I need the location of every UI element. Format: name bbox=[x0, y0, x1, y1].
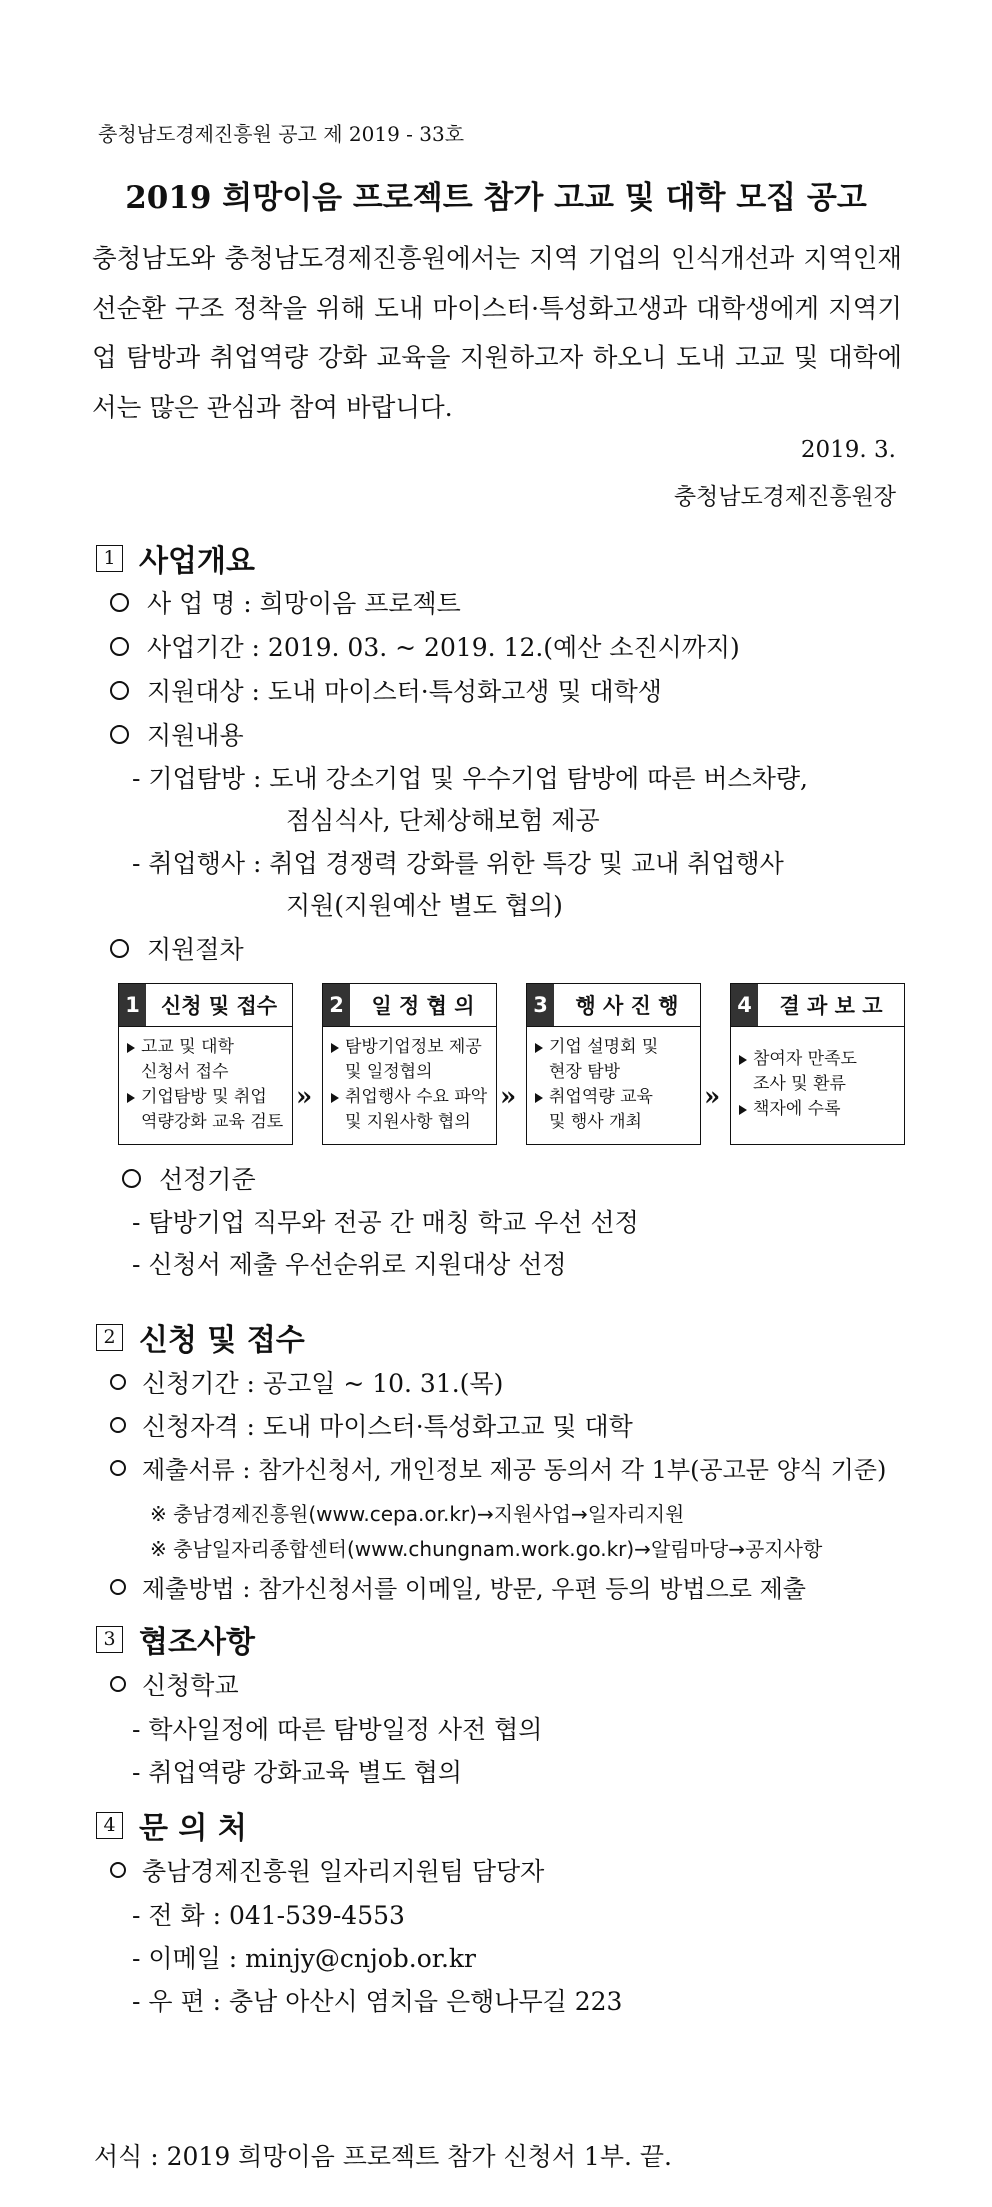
step-title: 일 정 협 의 bbox=[371, 994, 475, 1018]
triangle-bullet-icon bbox=[127, 1043, 135, 1053]
intro-paragraph: 충청남도와 충청남도경제진흥원에서는 지역 기업의 인식개선과 지역인재 선순환 구조 정착을 위해 도내 마이스터·특성화고생과 대학생에게 지역기업 탐방과 취업역량 강화 교육을 지원하고자 하오니 도내 고교 및 대학에서는 많은 관심과 참여 바랍니다. bbox=[92, 244, 902, 423]
section-number: 1 bbox=[96, 545, 123, 572]
criteria-line: - 신청서 제출 우선순위로 지원대상 선정 bbox=[132, 1250, 567, 1279]
step-title: 신청 및 접수 bbox=[160, 994, 278, 1018]
circle-bullet-icon bbox=[110, 593, 129, 612]
triangle-bullet-icon bbox=[331, 1093, 339, 1103]
cooperation-line: - 취업역량 강화교육 별도 협의 bbox=[132, 1758, 463, 1787]
circle-bullet-icon bbox=[110, 637, 129, 656]
triangle-bullet-icon bbox=[739, 1055, 747, 1065]
contact-email: - 이메일 : minjy@cnjob.or.kr bbox=[132, 1944, 476, 1973]
triangle-bullet-icon bbox=[331, 1043, 339, 1053]
section-1-heading bbox=[96, 536, 255, 580]
circle-bullet-icon bbox=[110, 1579, 126, 1595]
list-item: 제출방법 : 참가신청서를 이메일, 방문, 우편 등의 방법으로 제출 bbox=[110, 1569, 806, 1604]
support-line: 점심식사, 단체상해보험 제공 bbox=[286, 806, 600, 835]
list-item: 신청자격 : 도내 마이스터·특성화고교 및 대학 bbox=[110, 1407, 633, 1443]
section-2-heading bbox=[96, 1315, 305, 1359]
step-line: 책자에 수록 bbox=[739, 1097, 898, 1122]
notice-number: 충청남도경제진흥원 공고 제 2019 - 33호 bbox=[98, 122, 465, 146]
step-line: 기업탐방 및 취업 bbox=[127, 1085, 286, 1110]
section-number: 3 bbox=[96, 1626, 123, 1653]
step-title: 결 과 보 고 bbox=[779, 994, 883, 1018]
triangle-bullet-icon bbox=[535, 1043, 543, 1053]
process-step-2: 2 일 정 협 의 탐방기업정보 제공 및 일정협의 취업행사 수요 파악 및 지원사항 협의 bbox=[322, 983, 497, 1145]
process-step-3: 3 행 사 진 행 기업 설명회 및 현장 탐방 취업역량 교육 및 행사 개최 bbox=[526, 983, 701, 1145]
reference-note: ※ 충남경제진흥원(www.cepa.or.kr)→지원사업→일자리지원 bbox=[150, 1502, 685, 1526]
step-line: 고교 및 대학 bbox=[127, 1035, 286, 1060]
process-step-4: 4 결 과 보 고 참여자 만족도 조사 및 환류 책자에 수록 bbox=[730, 983, 905, 1145]
list-item: 충남경제진흥원 일자리지원팀 담당자 bbox=[110, 1852, 544, 1888]
step-title: 행 사 진 행 bbox=[575, 994, 679, 1018]
step-line: 취업행사 수요 파악 bbox=[331, 1085, 490, 1110]
circle-bullet-icon bbox=[110, 1374, 126, 1390]
list-item: 지원대상 : 도내 마이스터·특성화고생 및 대학생 bbox=[110, 672, 662, 708]
circle-bullet-icon bbox=[110, 1417, 126, 1433]
process-step-1: 1 신청 및 접수 고교 및 대학 신청서 접수 기업탐방 및 취업 역량강화 교육 검토 bbox=[118, 983, 293, 1145]
step-arrow-icon: » bbox=[500, 1082, 517, 1112]
step-line: 기업 설명회 및 bbox=[535, 1035, 694, 1060]
step-arrow-icon: » bbox=[296, 1082, 313, 1112]
list-item: 제출서류 : 참가신청서, 개인정보 제공 동의서 각 1부(공고문 양식 기준) bbox=[110, 1450, 886, 1485]
criteria-line: - 탐방기업 직무와 전공 간 매칭 학교 우선 선정 bbox=[132, 1208, 639, 1237]
circle-bullet-icon bbox=[110, 939, 129, 958]
support-line: 지원(지원예산 별도 협의) bbox=[286, 891, 563, 920]
triangle-bullet-icon bbox=[739, 1105, 747, 1115]
triangle-bullet-icon bbox=[127, 1093, 135, 1103]
section-title: 문 의 처 bbox=[139, 1811, 247, 1846]
step-arrow-icon: » bbox=[704, 1082, 721, 1112]
section-4-heading bbox=[96, 1803, 247, 1847]
reference-note: ※ 충남일자리종합센터(www.chungnam.work.go.kr)→알림마당→공지사항 bbox=[150, 1537, 823, 1561]
step-line: 탐방기업정보 제공 bbox=[331, 1035, 490, 1060]
circle-bullet-icon bbox=[110, 681, 129, 700]
list-item: 지원내용 bbox=[110, 716, 244, 752]
signer: 충청남도경제진흥원장 bbox=[673, 484, 896, 510]
step-line: 참여자 만족도 bbox=[739, 1047, 898, 1072]
list-item: 사 업 명 : 희망이음 프로젝트 bbox=[110, 584, 461, 620]
circle-bullet-icon bbox=[110, 725, 129, 744]
section-number: 4 bbox=[96, 1812, 123, 1839]
list-item: 신청학교 bbox=[110, 1666, 239, 1702]
section-title: 협조사항 bbox=[139, 1625, 255, 1660]
section-title: 신청 및 접수 bbox=[139, 1323, 305, 1358]
section-number: 2 bbox=[96, 1324, 123, 1351]
contact-address: - 우 편 : 충남 아산시 염치읍 은행나무길 223 bbox=[132, 1987, 623, 2016]
support-line: - 취업행사 : 취업 경쟁력 강화를 위한 특강 및 교내 취업행사 bbox=[132, 849, 784, 878]
notice-date: 2019. 3. bbox=[800, 437, 896, 463]
cooperation-line: - 학사일정에 따른 탐방일정 사전 협의 bbox=[132, 1715, 543, 1744]
circle-bullet-icon bbox=[122, 1169, 141, 1188]
page-title: 2019 희망이음 프로젝트 참가 고교 및 대학 모집 공고 bbox=[125, 180, 867, 216]
section-title: 사업개요 bbox=[139, 544, 255, 579]
circle-bullet-icon bbox=[110, 1460, 126, 1476]
contact-phone: - 전 화 : 041-539-4553 bbox=[132, 1901, 405, 1930]
section-3-heading bbox=[96, 1617, 255, 1661]
triangle-bullet-icon bbox=[535, 1093, 543, 1103]
step-line: 취업역량 교육 bbox=[535, 1085, 694, 1110]
list-item: 선정기준 bbox=[122, 1160, 256, 1196]
list-item: 지원절차 bbox=[110, 930, 244, 966]
list-item: 신청기간 : 공고일 ~ 10. 31.(목) bbox=[110, 1364, 503, 1400]
support-line: - 기업탐방 : 도내 강소기업 및 우수기업 탐방에 따른 버스차량, bbox=[132, 764, 808, 793]
circle-bullet-icon bbox=[110, 1862, 126, 1878]
list-item: 사업기간 : 2019. 03. ~ 2019. 12.(예산 소진시까지) bbox=[110, 628, 740, 664]
attachment-note: 서식 : 2019 희망이음 프로젝트 참가 신청서 1부. 끝. bbox=[94, 2142, 672, 2171]
circle-bullet-icon bbox=[110, 1676, 126, 1692]
